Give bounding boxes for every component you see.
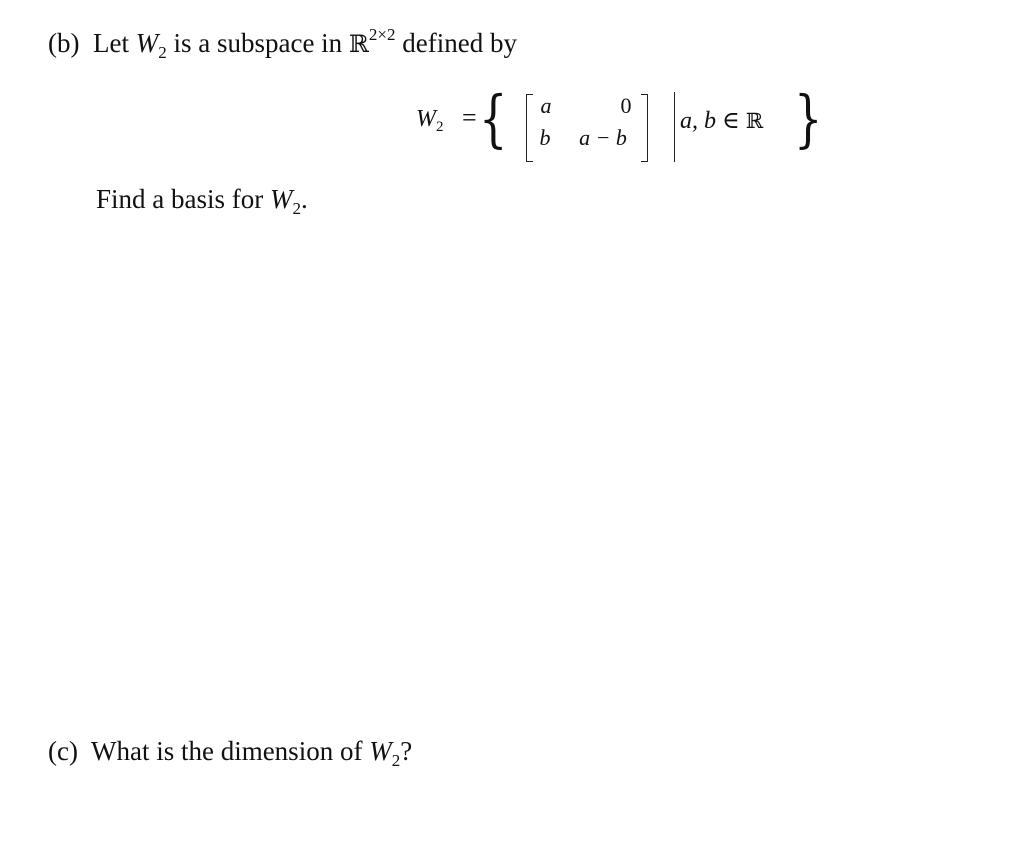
matrix-bracket-right xyxy=(641,94,648,162)
part-b-space: ℝ xyxy=(348,30,369,58)
find-var: W xyxy=(269,184,293,214)
set-builder-bar xyxy=(674,92,675,162)
part-c-statement xyxy=(48,735,412,771)
part-c-text: What is the dimension of xyxy=(90,736,363,766)
matrix-cell-r2c2: a − b xyxy=(579,125,627,150)
find-basis-prompt xyxy=(96,183,308,219)
part-b-var-sub: 2 xyxy=(158,43,167,62)
part-b-var: W xyxy=(135,28,159,58)
set-brace-open: { xyxy=(479,82,508,155)
part-c-end: ? xyxy=(400,736,413,766)
part-b-text-middle: is a subspace in xyxy=(173,28,343,58)
equation-lhs-var: W xyxy=(416,106,436,132)
set-condition xyxy=(680,107,763,135)
set-brace-close: } xyxy=(794,82,823,155)
find-text: Find a basis for xyxy=(96,184,264,214)
part-b-text-after: defined by xyxy=(402,28,517,58)
subspace-definition-equation xyxy=(416,82,826,162)
condition-set: ℝ xyxy=(745,109,764,133)
matrix-cell-r2c1: b xyxy=(539,125,551,150)
find-var-sub: 2 xyxy=(292,199,301,218)
part-b-statement xyxy=(48,27,517,63)
matrix-cell-r1c2: 0 xyxy=(620,93,632,118)
part-b-label: (b) xyxy=(48,28,80,58)
part-c-var: W xyxy=(369,736,392,766)
condition-vars: a, b xyxy=(680,108,716,134)
condition-in: ∈ xyxy=(722,108,740,134)
find-end: . xyxy=(300,184,308,214)
equation-lhs xyxy=(416,105,444,136)
part-c-label: (c) xyxy=(48,736,78,766)
part-c-var-sub: 2 xyxy=(391,751,401,770)
part-b-space-sup: 2×2 xyxy=(368,25,396,44)
part-b-text-before: Let xyxy=(92,28,129,58)
equation-lhs-sub: 2 xyxy=(436,119,444,135)
matrix-cell-r1c1: a xyxy=(540,93,552,118)
equation-equals: = xyxy=(462,103,477,132)
